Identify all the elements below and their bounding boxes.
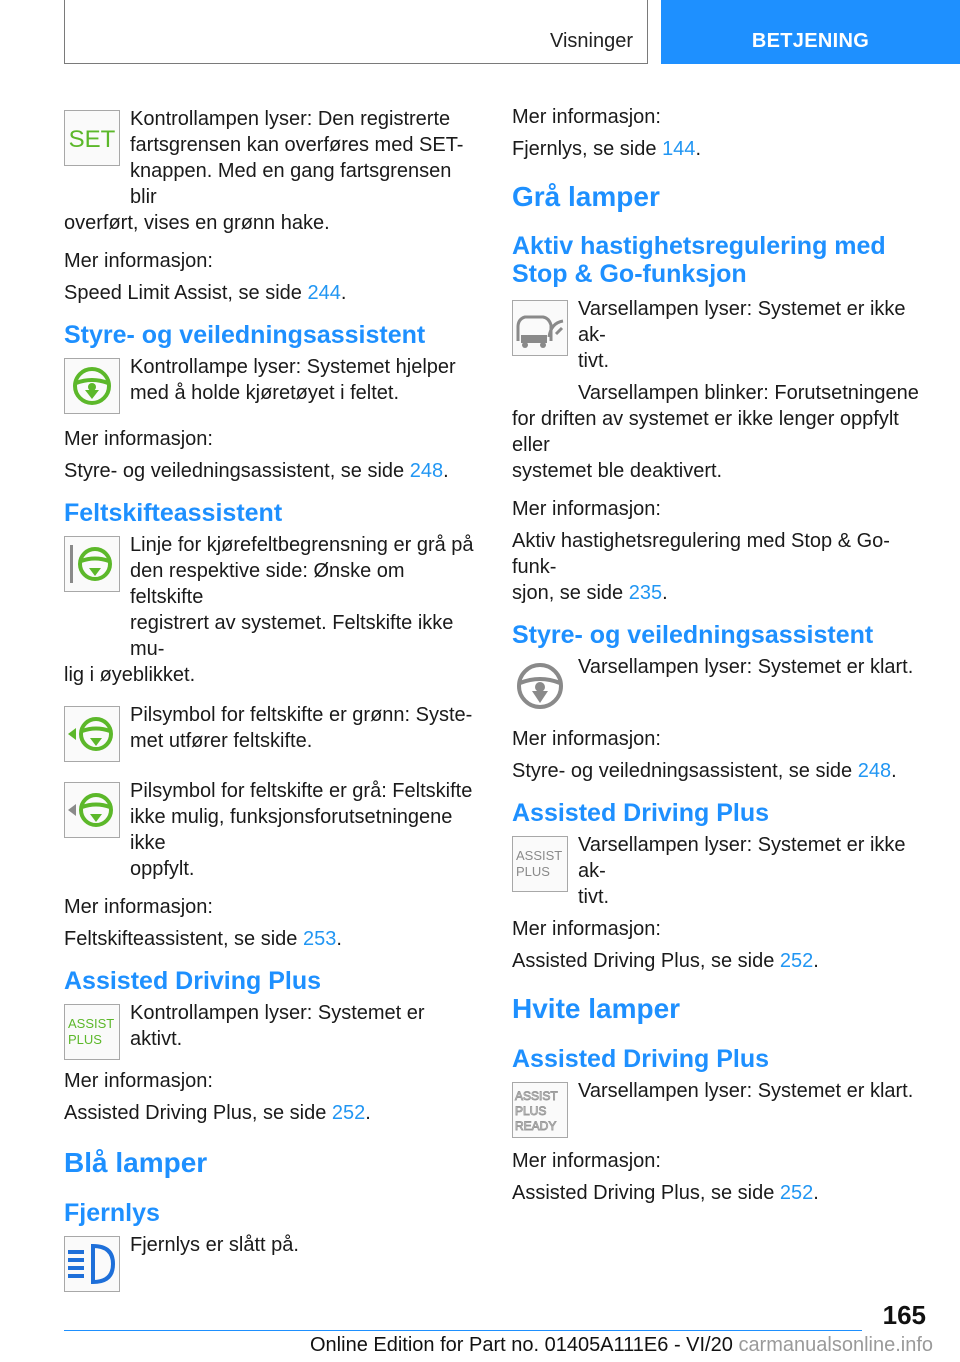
svg-text:ASSIST: ASSIST	[515, 1089, 558, 1103]
more-info-ref: Styre- og veiledningsassistent, se side 248.	[512, 760, 897, 782]
page-link[interactable]: 235	[628, 582, 663, 604]
page-link[interactable]: 252	[331, 1102, 366, 1124]
header-section-title: Visninger	[549, 30, 633, 52]
steering-wheel-lane-grey-icon	[64, 536, 120, 592]
more-info-label: Mer informasjon:	[512, 1150, 661, 1172]
set-lamp-line-4: overført, vises en grønn hake.	[64, 212, 330, 234]
page-link[interactable]: 248	[409, 460, 444, 482]
steer-grey-lamp-block	[512, 654, 930, 724]
lane-lamp-block-3	[64, 778, 482, 882]
lane-lamp-1-line-3: registrert av systemet. Feltskifte ikke mu-	[130, 612, 454, 660]
adp-ready-lamp-block	[512, 1078, 930, 1144]
lane-lamp-3-line-2: ikke mulig, funksjonsforutsetningene ikke	[130, 806, 453, 854]
blue-lamps-heading: Blå lamper	[64, 1147, 208, 1178]
more-info-label: Mer informasjon:	[64, 1070, 213, 1092]
adp-lamp-block	[64, 1000, 482, 1066]
header-section-box	[64, 0, 648, 64]
assist-plus-ready-icon	[512, 1082, 568, 1138]
page-link[interactable]: 252	[779, 1182, 814, 1204]
adp-grey-lamp-block	[512, 832, 930, 910]
footer-rule	[64, 1330, 862, 1331]
more-info-label: Mer informasjon:	[512, 106, 661, 128]
more-info-label: Mer informasjon:	[512, 498, 661, 520]
steer-grey-lamp-text: Varsellampen lyser: Systemet er klart.	[578, 656, 914, 678]
lane-lamp-3-line-3: oppfylt.	[130, 858, 195, 880]
lane-lamp-block-2	[64, 702, 482, 764]
set-lamp-icon	[64, 110, 120, 166]
acc-lamp-line-2: tivt.	[578, 350, 610, 372]
svg-text:PLUS: PLUS	[516, 864, 550, 879]
steering-wheel-arrow-green-icon	[64, 706, 120, 762]
adp-ready-heading: Assisted Driving Plus	[512, 1045, 770, 1073]
adp-lamp-text: Kontrollampen lyser: Systemet er aktivt.	[130, 1002, 425, 1050]
more-info-label: Mer informasjon:	[512, 728, 661, 750]
adp-ready-lamp-text: Varsellampen lyser: Systemet er klart.	[578, 1080, 914, 1102]
more-info-ref-line-1: Aktiv hastighetsregulering med Stop & Go-funk-	[512, 530, 890, 578]
set-lamp-line-1: Kontrollampen lyser: Den registrerte	[130, 108, 451, 130]
svg-text:SET: SET	[68, 126, 116, 153]
more-info-ref: sjon, se side 235.	[512, 582, 668, 604]
high-beam-heading: Fjernlys	[64, 1199, 160, 1227]
svg-text:READY: READY	[515, 1119, 557, 1133]
more-info-ref: Fjernlys, se side 144.	[512, 138, 701, 160]
acc-lamp-line-5: systemet ble deaktivert.	[512, 460, 723, 482]
high-beam-text: Fjernlys er slått på.	[130, 1234, 299, 1256]
more-info-ref: Assisted Driving Plus, se side 252.	[512, 1182, 819, 1204]
page-number: 165	[882, 1300, 926, 1330]
svg-text:ASSIST: ASSIST	[68, 1016, 115, 1031]
footer-edition: Online Edition for Part no. 01405A111E6 - VI/20 carmanualsonline.info	[310, 1334, 933, 1356]
page-link[interactable]: 244	[307, 282, 341, 304]
assist-plus-grey-icon	[512, 836, 568, 892]
adp-heading: Assisted Driving Plus	[64, 967, 322, 995]
set-lamp-block	[64, 106, 482, 236]
steer-lamp-line-2: med å holde kjøretøyet i feltet.	[130, 382, 400, 404]
set-lamp-line-2: fartsgrensen kan overføres med SET-	[130, 134, 464, 156]
acc-lamp-line-1: Varsellampen lyser: Systemet er ikke ak-	[578, 298, 906, 346]
white-lamps-heading: Hvite lamper	[512, 993, 681, 1024]
more-info-ref: Feltskifteassistent, se side 253.	[64, 928, 342, 950]
steer-assist-heading: Styre- og veiledningsassistent	[64, 321, 426, 349]
adp-grey-lamp-line-1: Varsellampen lyser: Systemet er ikke ak-	[578, 834, 906, 882]
steer-assist-heading: Styre- og veiledningsassistent	[512, 621, 874, 649]
lane-change-heading: Feltskifteassistent	[64, 499, 283, 527]
svg-text:ASSIST: ASSIST	[516, 848, 563, 863]
lane-lamp-1-line-1: Linje for kjørefeltbegrensning er grå på	[130, 534, 474, 556]
left-column	[64, 100, 482, 1298]
grey-lamps-heading: Grå lamper	[512, 181, 660, 212]
lane-lamp-1-line-2: den respektive side: Ønske om feltskifte	[130, 560, 405, 608]
svg-text:PLUS: PLUS	[68, 1032, 102, 1047]
lane-lamp-2-line-2: met utfører feltskifte.	[130, 730, 313, 752]
high-beam-icon	[64, 1236, 120, 1292]
page-link[interactable]: 252	[779, 950, 814, 972]
acc-speed-grey-icon	[512, 300, 568, 356]
more-info-label: Mer informasjon:	[64, 250, 213, 272]
page-link[interactable]: 248	[857, 760, 892, 782]
footer-watermark: carmanualsonline.info	[738, 1334, 933, 1356]
set-lamp-line-3: knappen. Med en gang fartsgrensen blir	[130, 160, 452, 208]
high-beam-lamp-block	[64, 1232, 482, 1298]
more-info-label: Mer informasjon:	[64, 896, 213, 918]
adp-heading: Assisted Driving Plus	[512, 799, 770, 827]
more-info-label: Mer informasjon:	[512, 918, 661, 940]
header-chapter-tab: BETJENING	[661, 0, 960, 64]
svg-text:PLUS: PLUS	[515, 1104, 547, 1118]
acc-heading: Aktiv hastighetsregulering med Stop & Go-funksjon	[512, 232, 886, 288]
right-column	[512, 104, 930, 1206]
more-info-ref: Assisted Driving Plus, se side 252.	[512, 950, 819, 972]
acc-lamp-line-4: for driften av systemet er ikke lenger oppfylt eller	[512, 408, 899, 456]
steering-wheel-arrow-grey-icon	[64, 782, 120, 838]
steer-lamp-line-1: Kontrollampe lyser: Systemet hjelper	[130, 356, 456, 378]
acc-lamp-line-3: Varsellampen blinker: Forutsetningene	[578, 382, 919, 404]
more-info-ref: Speed Limit Assist, se side 244.	[64, 282, 347, 304]
more-info-ref: Styre- og veiledningsassistent, se side 248.	[64, 460, 449, 482]
steering-wheel-green-icon	[64, 358, 120, 414]
steer-lamp-block	[64, 354, 482, 420]
lane-lamp-3-line-1: Pilsymbol for feltskifte er grå: Feltskifte	[130, 780, 473, 802]
more-info-label: Mer informasjon:	[64, 428, 213, 450]
steering-wheel-grey-icon	[512, 658, 568, 714]
acc-lamp-block	[512, 296, 930, 484]
page-link[interactable]: 144	[662, 138, 696, 160]
lane-lamp-1-line-4: lig i øyeblikket.	[64, 664, 196, 686]
lane-lamp-2-line-1: Pilsymbol for feltskifte er grønn: Syste-	[130, 704, 473, 726]
lane-lamp-block-1	[64, 532, 482, 688]
adp-grey-lamp-line-2: tivt.	[578, 886, 610, 908]
more-info-ref: Assisted Driving Plus, se side 252.	[64, 1102, 371, 1124]
assist-plus-green-icon	[64, 1004, 120, 1060]
page-link[interactable]: 253	[302, 928, 337, 950]
